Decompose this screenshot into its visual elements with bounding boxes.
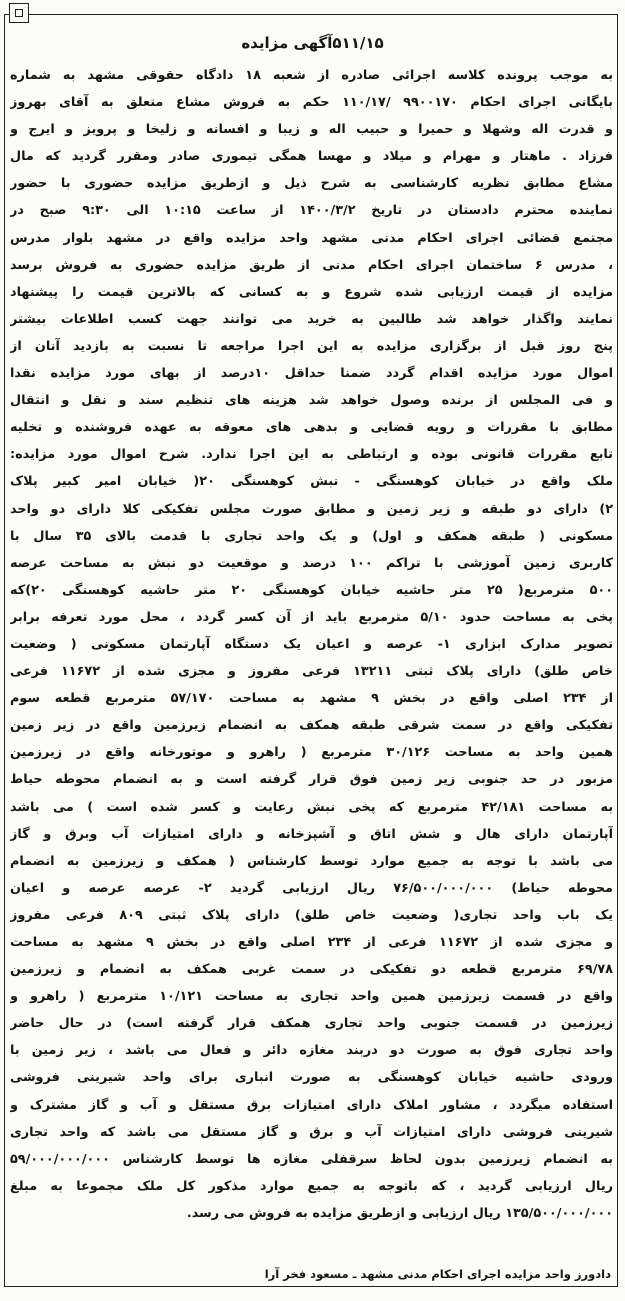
notice-line: مجتمع قضائی اجرای احکام مدنی مشهد واحد مزایده واقع در مشهد بلوار مدرس <box>10 230 613 246</box>
notice-line: یک باب واحد تجاری( وضعیت خاص طلق) دارای پلاک ثبتی ۸۰۹ فرعی مفروز <box>10 907 613 923</box>
notice-line: می باشد با توجه به جمیع موارد توسط کارشناس ( همکف و زیرزمین به انضمام <box>10 853 613 869</box>
notice-line: ۱۳۵/۵۰۰/۰۰۰/۰۰۰ ریال ارزیابی و ازطریق مزایده به فروش می رسد. <box>186 1205 613 1221</box>
notice-line: به موجب پرونده کلاسه اجرائی صادره از شعبه ۱۸ دادگاه حقوقی مشهد به شماره <box>10 68 613 83</box>
notice-line: ۲) دارای دو طبقه و زیر زمین و مطابق صورت مجلس تفکیکی کلا دارای دو واحد <box>10 501 613 517</box>
notice-line: پنج روز قبل از برگزاری مزایده به این اجرا مراجعه تا نسبت به بازدید آنان از <box>10 338 613 354</box>
notice-line: نماینده محترم دادستان در تاریخ ۱۴۰۰/۳/۲ از ساعت ۱۰:۱۵ الی ۹:۳۰ صبح در <box>10 203 613 219</box>
notice-line: ۵۰۰ مترمربع( ۲۵ متر حاشیه خیابان کوهسنگی ۲۰ متر حاشیه کوهسنگی ۲۰)که <box>10 582 613 598</box>
notice-line: فرزاد . ماهتار و مهرام و میلاد و مهسا همگی تیموری صادر ومقرر گردید که مال <box>10 149 613 165</box>
notice-line: تابع مقررات قانونی بوده و ارتباطی به این اجرا ندارد. شرح اموال مورد مزایده: <box>10 447 613 463</box>
notice-line: مشاع مطابق نظریه کارشناسی به شرح ذیل و ازطریق مزایده حضوری با حضور <box>10 176 613 192</box>
notice-line: ملک واقع در خیابان کوهسنگی - نبش کوهسنگی ۲۰( خیابان امیر کبیر پلاک <box>10 474 613 490</box>
notice-line: از ۲۳۴ اصلی واقع در بخش ۹ مشهد به مساحت ۵۷/۱۷۰ مترمربع قطعه سوم <box>10 691 613 707</box>
notice-line: پخی به مساحت حدود ۵/۱۰ مترمربع باید از آن کسر گردد ، محل مورد تعرفه برابر <box>10 609 613 625</box>
notice-line: اموال مورد مزایده اقدام گردد ضمنا حداقل ۱۰درصد از بهای مورد مزایده نقدا <box>10 366 613 382</box>
corner-ornament-icon <box>9 3 29 23</box>
notice-line: و قدرت اله وشهلا و حمیرا و حبیب اله و زیبا و افسانه و زلیخا و پرویز و ایرج و <box>10 122 613 138</box>
notice-line: و فی المجلس از برنده وصول خواهد شد هزینه های تنظیم سند و نقل و انتقال <box>10 393 613 409</box>
notice-line: واحد تجاری فوق به صورت دو دربند مغازه دائر و فعال می باشد ، زیر زمین با <box>10 1043 613 1059</box>
notice-line: ریال ارزیابی گردید ، که باتوجه به جمیع موارد مذکور کل ملک مجموعا به مبلغ <box>10 1178 613 1194</box>
notice-line: همین واحد به مساحت ۳۰/۱۲۶ مترمربع ( راهرو و موتورخانه واقع در زیرزمین <box>10 745 613 761</box>
notice-line: بایگانی اجرای احکام ۹۹۰۰۱۷۰ /۱۱۰/۱۷ حکم به فروش مشاع متعلق به آقای بهروز <box>10 95 613 111</box>
notice-line: مطابق با مقررات و رویه قضایی و بدهی های معوقه به عهده فروشنده و تخلیه <box>10 420 613 436</box>
notice-signature: دادورز واحد مزایده اجرای احکام مدنی مشهد ـ مسعود فخر آرا <box>264 1267 611 1281</box>
notice-line: شیرینی فروشی دارای امتیازات آب و برق و گاز مستقل می باشد که واحد تجاری <box>10 1124 613 1140</box>
notice-line: مزایده از قیمت ارزیابی شده شروع و به کسانی که بالاترین قیمت را پیشنهاد <box>10 284 613 300</box>
notice-line: خاص طلق) دارای پلاک ثبتی ۱۳۲۱۱ فرعی مفروز و مجزی شده از ۱۱۶۷۲ فرعی <box>10 664 613 680</box>
notice-line: و مجزی شده از ۱۱۶۷۲ فرعی از ۲۳۴ اصلی واقع در بخش ۹ مشهد به مساحت <box>10 935 613 950</box>
notice-line: آپارتمان دارای هال و شش اتاق و آشپزخانه و دارای امتیازات آب وبرق و گاز <box>10 826 613 842</box>
notice-title: ۵۱۱/۱۵آگهی مزایده <box>241 34 384 52</box>
notice-line: ورودی حاشیه خیابان کوهسنگی به صورت انباری برای واحد شیرینی فروشی <box>10 1070 613 1086</box>
notice-body <box>10 62 613 1227</box>
notice-line: ، مدرس ۶ ساختمان اجرای احکام مدنی از طریق مزایده حضوری به فروش برسد <box>10 257 613 273</box>
notice-line: ۶۹/۷۸ مترمربع قطعه دو تفکیکی در سمت غربی همکف به انضمام و زیرزمین <box>10 962 613 978</box>
notice-line: محوطه حیاط) ۷۶/۵۰۰/۰۰۰/۰۰۰ ریال ارزیابی گردید ۲- عرصه عرصه و اعیان <box>10 880 613 896</box>
notice-line: استفاده میگردد ، مشاور املاک دارای امتیازات برق مستقل و آب و گاز مشترک و <box>10 1097 613 1113</box>
notice-line: مسکونی ( طبقه همکف و اول) و یک واحد تجاری با قدمت بالای ۳۵ سال با <box>10 528 613 544</box>
notice-line: واقع در قسمت زیرزمین همین واحد تجاری به مساحت ۱۰/۱۲۱ مترمربع ( راهرو و <box>10 989 613 1005</box>
notice-line: کاربری زمین آموزشی با تراکم ۱۰۰ درصد و موقعیت دو نبش به مساحت عرصه <box>10 555 613 571</box>
notice-line: تفکیکی واقع در سمت شرقی طبقه همکف به انضمام زیرزمین واقع در زیر زمین <box>10 718 613 734</box>
notice-line: به انضمام زیرزمین بدون لحاظ سرقفلی مغازه ها توسط کارشناس ۵۹/۰۰۰/۰۰۰/۰۰۰ <box>10 1151 613 1167</box>
notice-line: نمایند واگذار خواهد شد طالبین به خرید می توانند جهت کسب اطلاعات بیشتر <box>10 311 613 327</box>
notice-line: به مساحت ۴۲/۱۸۱ مترمربع که پخی نبش رعایت و کسر شده است ) می باشد <box>10 799 613 815</box>
notice-line: تصویر مدارک ابزاری ۱- عرصه و اعیان یک دستگاه آپارتمان مسکونی ( وضعیت <box>10 636 613 652</box>
notice-line: زیرزمین در قسمت جنوبی واحد تجاری همکف قرار گرفته است) در حال حاضر <box>10 1016 613 1032</box>
notice-line: مزبور در حد جنوبی زیر زمین فوق قرار گرفته است و به انضمام محوطه حیاط <box>10 772 613 788</box>
